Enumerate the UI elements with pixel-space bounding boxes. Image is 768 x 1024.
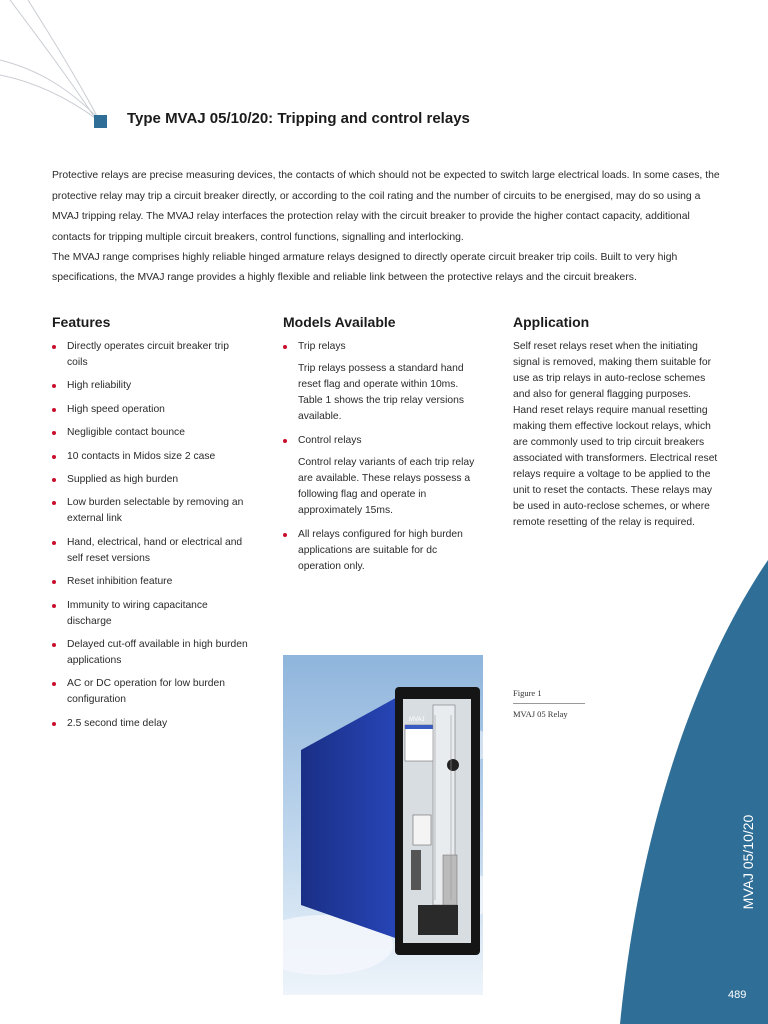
application-heading: Application xyxy=(513,314,590,330)
features-list xyxy=(52,339,252,739)
models-control-label: Control relays xyxy=(283,433,478,449)
application-text: Self reset relays reset when the initiating signal is removed, making them suitable for use as trip relays in auto-reclose schemes and also for general flagging purposes. Hand reset relays require manual resetting making them effective lockout relays, which are commonly used to trip circuit breakers associated with transformers. Electrical reset relays require a voltage to be applied to the unit to reset the contacts. These relays may be used in auto-reclose schemes, or where remote resetting of the relay is required. xyxy=(513,341,718,528)
models-heading: Models Available xyxy=(283,314,396,330)
list-item: 10 contacts in Midos size 2 case xyxy=(52,449,252,465)
models-dc-note: All relays configured for high burden applications are suitable for dc operation only. xyxy=(283,527,478,575)
models-control-text: Control relay variants of each trip relay are available. These relays possess a following flag and operate in approximately 15ms. xyxy=(298,457,475,516)
intro-paragraph-1: Protective relays are precise measuring devices, the contacts of which should not be expected to switch large electrical loads. In some cases, the protective relay may trip a circuit breaker directly, or according to the coil rating and the number of circuits to be energised, may do so using a MVAJ tripping relay. The MVAJ relay interfaces the protection relay with the circuit breaker to provide the higher contact capacity, additional contacts for tripping multiple circuit breakers, control functions, signalling and interlocking. xyxy=(52,170,720,243)
features-heading: Features xyxy=(52,314,111,330)
list-item: Immunity to wiring capacitance discharge xyxy=(52,598,252,630)
list-item: High reliability xyxy=(52,378,252,394)
relay-illustration xyxy=(283,655,483,995)
list-item: Supplied as high burden xyxy=(52,472,252,488)
relay-photo xyxy=(283,655,483,995)
page-title: Type MVAJ 05/10/20: Tripping and control relays xyxy=(127,110,470,127)
list-item: High speed operation xyxy=(52,402,252,418)
figure-divider xyxy=(513,703,585,704)
models-trip-text: Trip relays possess a standard hand reset flag and operate within 10ms. Table 1 shows the trip relay versions available. xyxy=(298,363,464,422)
figure-caption: MVAJ 05 Relay xyxy=(513,709,568,719)
title-square-icon xyxy=(94,115,107,128)
models-section xyxy=(283,339,478,575)
list-item: Directly operates circuit breaker trip coils xyxy=(52,339,252,371)
list-item: Hand, electrical, hand or electrical and self reset versions xyxy=(52,535,252,567)
side-title: MVAJ 05/10/20 xyxy=(740,814,756,910)
list-item: Negligible contact bounce xyxy=(52,425,252,441)
page-number: 489 xyxy=(728,989,747,1001)
list-item: 2.5 second time delay xyxy=(52,716,252,732)
device-label: MVAJ xyxy=(409,717,425,723)
intro-paragraph-2: The MVAJ range comprises highly reliable hinged armature relays designed to directly operate circuit breaker trip coils. Built to very high specifications, the MVAJ range provides a highly flexible and reliable link between the protective relays and the circuit breakers. xyxy=(52,252,678,283)
figure-label: Figure 1 xyxy=(513,688,542,698)
list-item: AC or DC operation for low burden configuration xyxy=(52,676,252,708)
list-item: Low burden selectable by removing an external link xyxy=(52,495,252,527)
list-item: Delayed cut-off available in high burden applications xyxy=(52,637,252,669)
list-item: Reset inhibition feature xyxy=(52,574,252,590)
models-trip-label: Trip relays xyxy=(283,339,478,355)
